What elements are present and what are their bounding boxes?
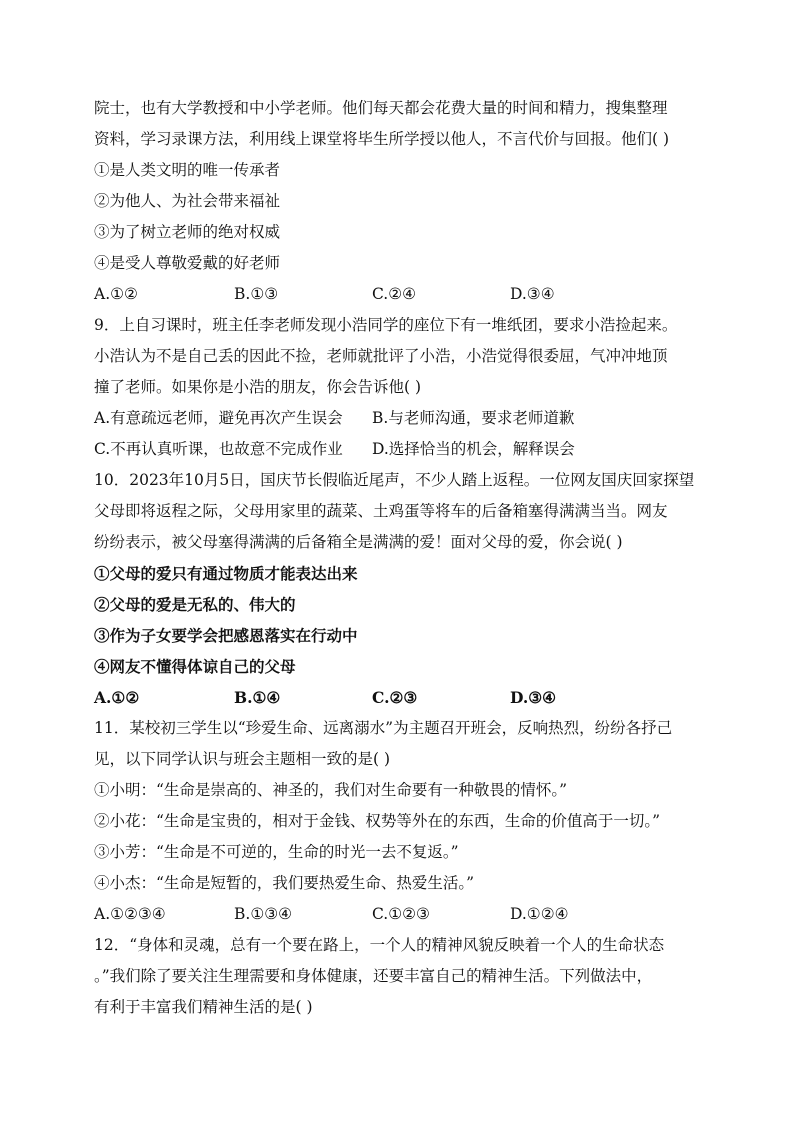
option-b[interactable]: B.①③ [234,285,279,303]
option-a[interactable]: A.①② [94,688,140,707]
question-stem-line: 见，以下同学认识与班会主题相一致的是( ) [94,750,391,768]
question-12 [94,930,706,1023]
statement-item: ④网友不懂得体谅自己的父母 [94,657,296,676]
question-stem-line: 10．2023年10月5日，国庆节长假临近尾声，不少人踏上返程。一位网友国庆回家探望 [94,471,695,489]
answer-options-row [94,434,706,465]
question-stem-line: 。”我们除了要关注生理需要和身体健康，还要丰富自己的精神生活。下列做法中， [94,967,653,985]
statement-item: ①是人类文明的唯一传承者 [94,161,281,179]
option-a[interactable]: A.有意疏远老师，避免再次产生误会 [94,409,343,427]
option-b[interactable]: B.与老师沟通，要求老师道歉 [372,409,575,427]
question-9 [94,310,706,465]
page-content [94,93,706,1023]
statement-item: ③作为子女要学会把感恩落实在行动中 [94,626,358,645]
answer-options-row [94,403,706,434]
answer-options [94,899,706,930]
statement-item: ①父母的爱只有通过物质才能表达出来 [94,564,358,583]
statement-item: ①小明：“生命是崇高的、神圣的，我们对生命要有一种敬畏的情怀。” [94,781,568,799]
option-d[interactable]: D.③④ [510,285,555,303]
statement-item: ④小杰：“生命是短暂的，我们要热爱生命、热爱生活。” [94,874,475,892]
question-8 [94,93,706,310]
statement-item: ③小芳：“生命是不可逆的，生命的时光一去不复返。” [94,843,459,861]
statement-item: ②父母的爱是无私的、伟大的 [94,595,296,614]
option-c[interactable]: C.②④ [372,285,417,303]
option-c[interactable]: C.②③ [372,688,418,707]
question-10 [94,465,706,713]
question-stem-line: 院士，也有大学教授和中小学老师。他们每天都会花费大量的时间和精力，搜集整理 [94,99,668,117]
option-a[interactable]: A.①②③④ [94,905,166,923]
option-c[interactable]: C.①②③ [372,905,430,923]
answer-options [94,279,706,310]
question-stem-line: 12．“身体和灵魂，总有一个要在路上，一个人的精神风貌反映着一个人的生命状态 [94,936,665,954]
question-stem-line: 11．某校初三学生以“珍爱生命、远离溺水”为主题召开班会，反响热烈，纷纷各抒己 [94,719,673,737]
option-c[interactable]: C.不再认真听课，也故意不完成作业 [94,440,343,458]
option-d[interactable]: D.①②④ [510,905,569,923]
question-11 [94,713,706,930]
question-stem-line: 父母即将返程之际，父母用家里的蔬菜、土鸡蛋等将车的后备箱塞得满满当当。网友 [94,502,668,520]
statement-item: ②小花：“生命是宝贵的，相对于金钱、权势等外在的东西，生命的价值高于一切。” [94,812,661,830]
question-stem-line: 资料，学习录课方法，利用线上课堂将毕生所学授以他人，不言代价与回报。他们( ) [94,130,670,148]
option-a[interactable]: A.①② [94,285,138,303]
statement-item: ③为了树立老师的绝对权威 [94,223,281,241]
option-b[interactable]: B.①④ [234,688,281,707]
question-stem-line: 纷纷表示，被父母塞得满满的后备箱全是满满的爱！面对父母的爱，你会说( ) [94,533,623,551]
question-stem-line: 小浩认为不是自己丢的因此不捡，老师就批评了小浩，小浩觉得很委屈，气冲冲地顶 [94,347,668,365]
option-b[interactable]: B.①③④ [234,905,293,923]
question-stem-line: 有利于丰富我们精神生活的是( ) [94,998,313,1016]
option-d[interactable]: D.选择恰当的机会，解释误会 [372,440,575,458]
statement-item: ②为他人、为社会带来福祉 [94,192,281,210]
question-stem-line: 9．上自习课时，班主任李老师发现小浩同学的座位下有一堆纸团，要求小浩捡起来。 [94,316,678,334]
answer-options [94,682,706,713]
statement-item: ④是受人尊敬爱戴的好老师 [94,254,281,272]
question-stem-line: 撞了老师。如果你是小浩的朋友，你会告诉他( ) [94,378,422,396]
option-d[interactable]: D.③④ [510,688,557,707]
